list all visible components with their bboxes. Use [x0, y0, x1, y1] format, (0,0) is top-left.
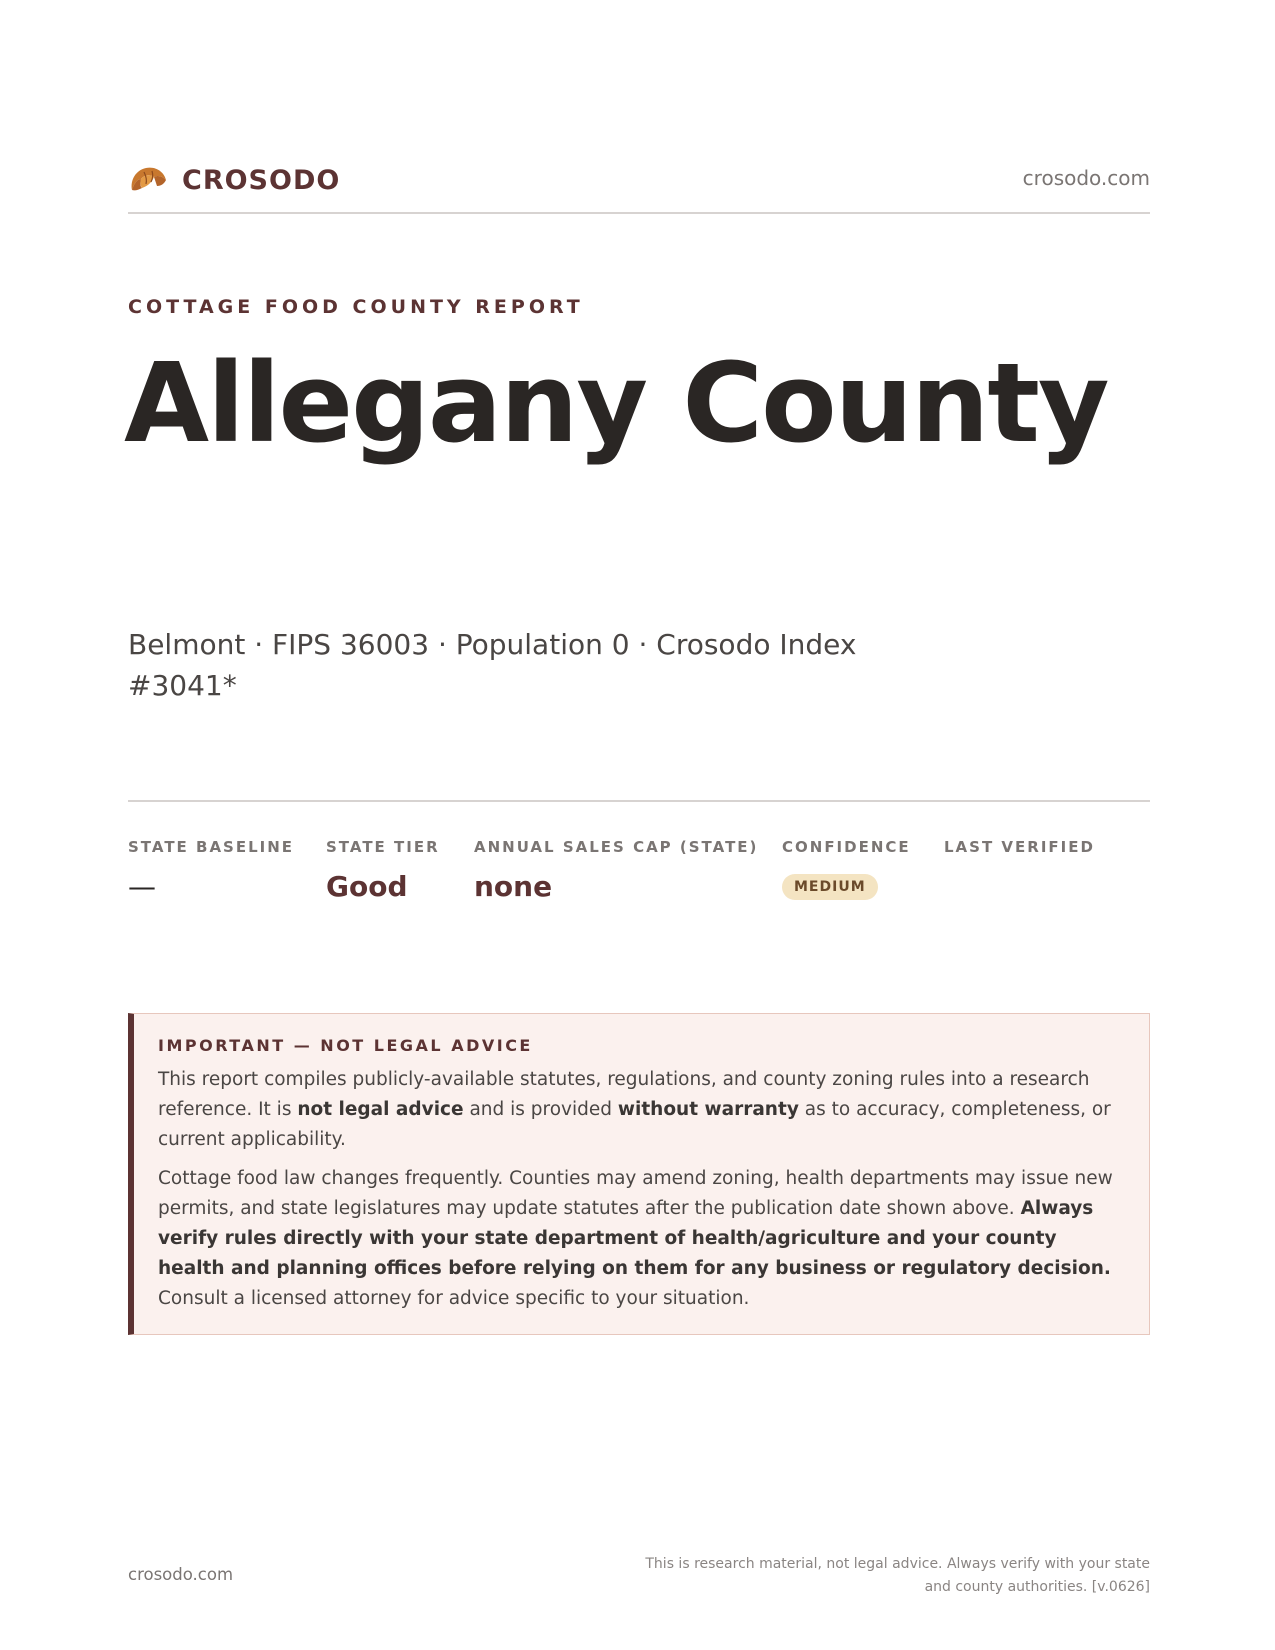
footer-disclaimer — [590, 1553, 1150, 1599]
notice-emphasis: Always verify rules directly with your state department of health/agriculture and your county health and planning offices before relying on them for any business or regulatory decision. — [158, 1198, 1111, 1279]
stat-value: Good — [326, 870, 408, 903]
stat-value: none — [474, 870, 553, 903]
notice-paragraph — [158, 1065, 1121, 1155]
notice-title: IMPORTANT — NOT LEGAL ADVICE — [158, 1036, 533, 1055]
site-link[interactable]: crosodo.com — [1022, 166, 1150, 190]
notice-emphasis: not legal advice — [297, 1099, 464, 1120]
notice-text: This report compiles publicly-available statutes, regulations, and county zoning rules into a research reference. It is — [158, 1069, 1090, 1120]
stat-label: STATE BASELINE — [128, 838, 295, 856]
report-subtitle: Belmont · FIPS 36003 · Population 0 · Crosodo Index #3041* — [128, 628, 857, 702]
stat-state-baseline — [128, 838, 294, 903]
brand-name: CROSODO — [182, 164, 341, 196]
report-eyebrow: COTTAGE FOOD COUNTY REPORT — [128, 296, 584, 318]
stats-row — [128, 800, 1150, 922]
stat-value: — — [128, 870, 156, 903]
stat-label: ANNUAL SALES CAP (STATE) — [474, 838, 759, 856]
brand[interactable] — [128, 160, 340, 200]
confidence-badge: MEDIUM — [782, 874, 878, 900]
stat-last-verified — [944, 838, 1095, 870]
stat-label: CONFIDENCE — [782, 838, 911, 856]
report-page — [124, 0, 1150, 1650]
page-header — [128, 156, 1150, 214]
notice-text: as to accuracy, completeness, or current applicability. — [158, 1099, 1111, 1150]
page-title: Allegany County — [124, 339, 1108, 467]
notice-text: Cottage food law changes frequently. Counties may amend zoning, health departments may issue new permits, and state legislatures may update statutes after the publication date shown above. — [158, 1168, 1113, 1219]
notice-text: Consult a licensed attorney for advice specific to your situation. — [158, 1288, 750, 1309]
notice-emphasis: without warranty — [617, 1099, 799, 1120]
croissant-icon — [128, 160, 168, 200]
footer-site-link[interactable]: crosodo.com — [128, 1565, 234, 1584]
legal-notice — [128, 1013, 1150, 1335]
footer-disclaimer-line: and county authorities. [v.0626] — [924, 1579, 1150, 1595]
footer-disclaimer-line: This is research material, not legal advice. Always verify with your state — [645, 1556, 1150, 1572]
stat-label: STATE TIER — [326, 838, 440, 856]
notice-text: and is provided — [463, 1099, 618, 1120]
stat-sales-cap — [474, 838, 758, 903]
stat-confidence — [782, 838, 911, 900]
notice-paragraph — [158, 1164, 1121, 1314]
stat-state-tier — [326, 838, 440, 903]
stat-label: LAST VERIFIED — [944, 838, 1095, 856]
